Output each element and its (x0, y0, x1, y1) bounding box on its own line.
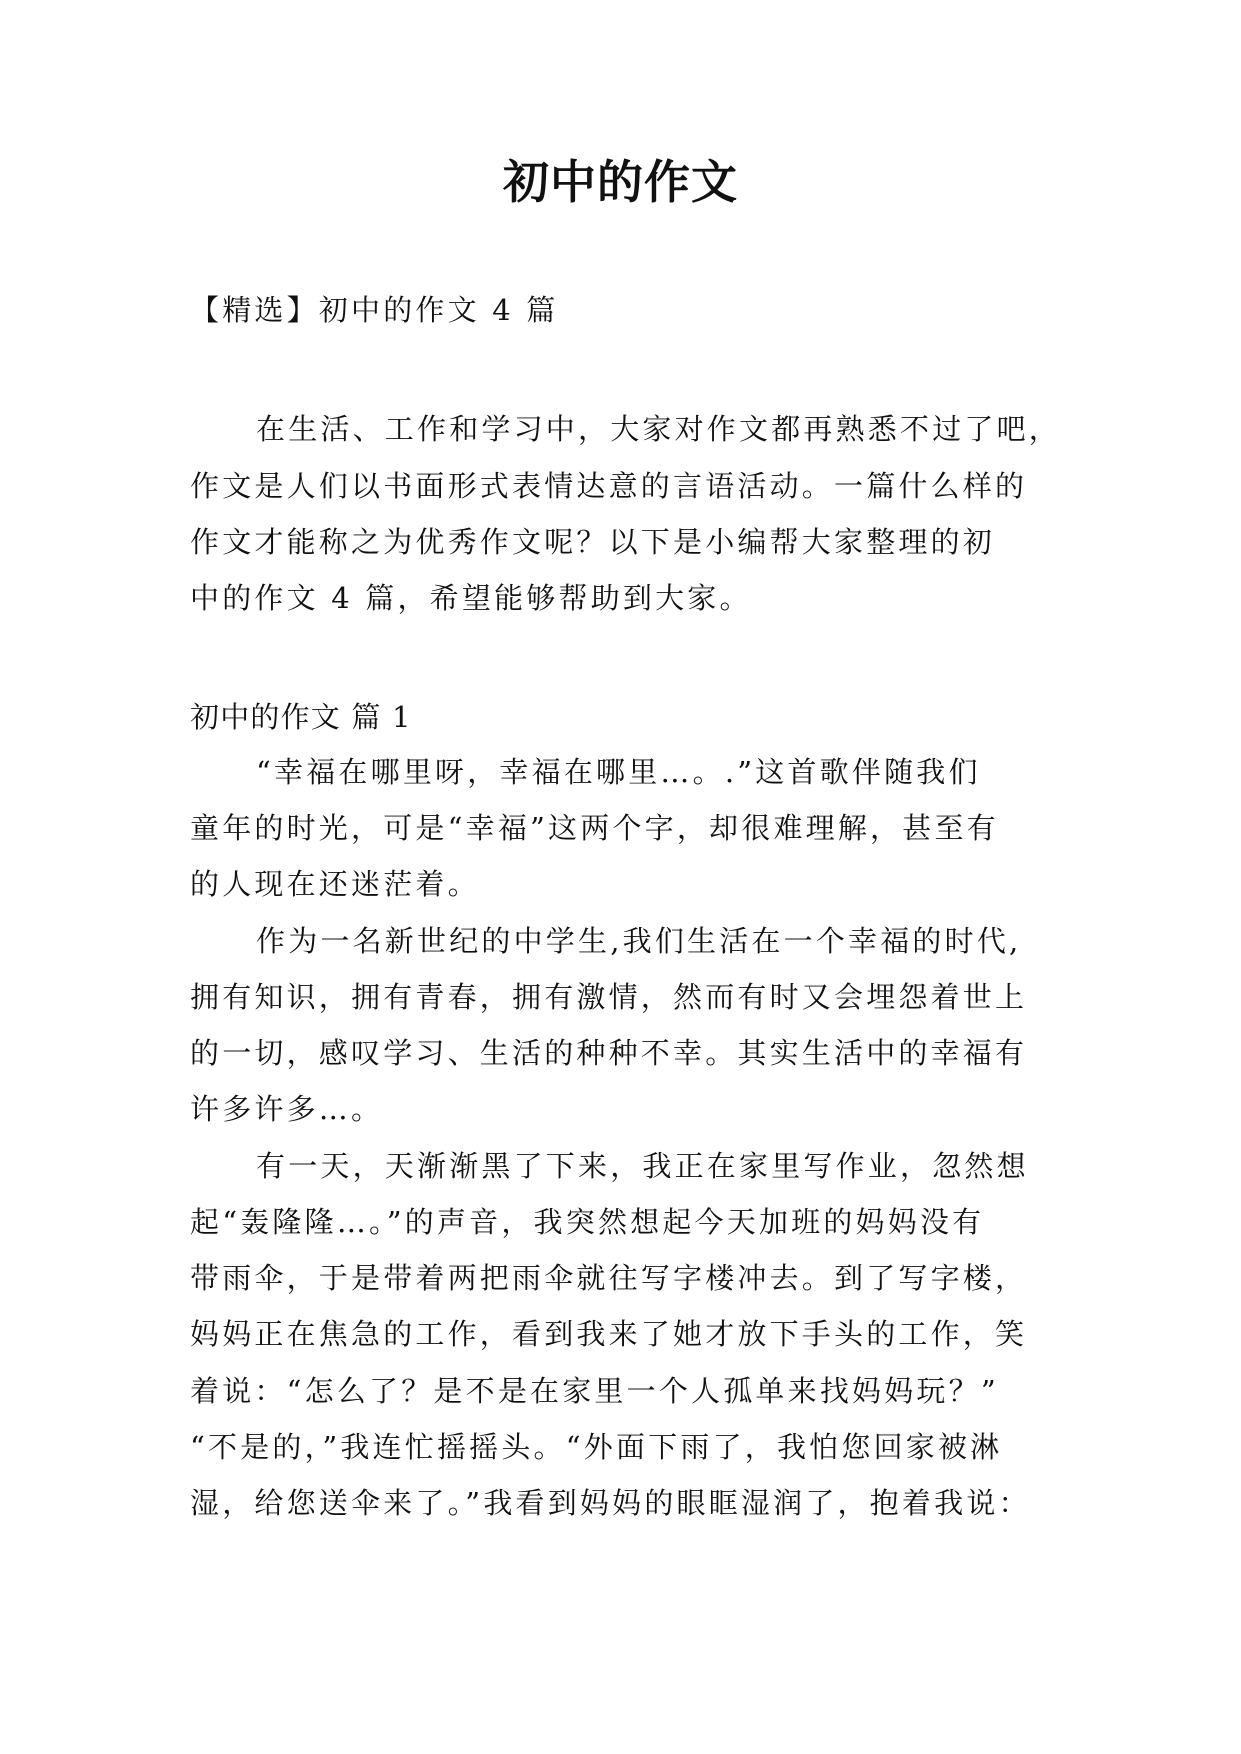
paragraph-line: 起“轰隆隆…。”的声音，我突然想起今天加班的妈妈没有 (190, 1205, 985, 1239)
paragraph-line: 作为一名新世纪的中学生,我们生活在一个幸福的时代, (256, 924, 1022, 958)
paragraph-line: 的一切，感叹学习、生活的种种不幸。其实生活中的幸福有 (190, 1036, 1028, 1070)
paragraph-line: 妈妈正在焦急的工作，看到我来了她才放下手头的工作，笑 (190, 1317, 1028, 1351)
paragraph-line: 的人现在还迷茫着。 (190, 867, 480, 901)
paragraph-line: 带雨伞，于是带着两把雨伞就往写字楼冲去。到了写字楼， (190, 1261, 1028, 1295)
paragraph-line: 有一天，天渐渐黑了下来，我正在家里写作业，忽然想 (256, 1149, 1029, 1183)
paragraph-line: 童年的时光，可是“幸福”这两个字，却很难理解，甚至有 (190, 811, 999, 845)
intro-line: 中的作文 4 篇，希望能够帮助到大家。 (190, 581, 752, 615)
paragraph-line: “幸福在哪里呀，幸福在哪里…。.”这首歌伴随我们 (256, 755, 981, 789)
paragraph-line: 许多许多…。 (190, 1092, 384, 1126)
intro-line: 作文是人们以书面形式表情达意的言语活动。一篇什么样的 (190, 469, 1028, 503)
intro-line: 在生活、工作和学习中，大家对作文都再熟悉不过了吧， (256, 412, 1062, 446)
paragraph-line: 拥有知识，拥有青春，拥有激情，然而有时又会埋怨着世上 (190, 980, 1028, 1014)
paragraph-line: 湿，给您送伞来了。”我看到妈妈的眼眶湿润了，抱着我说： (190, 1486, 1031, 1520)
intro-line: 作文才能称之为优秀作文呢？以下是小编帮大家整理的初 (190, 525, 996, 559)
section-heading: 初中的作文 篇 1 (190, 700, 412, 734)
paragraph-line: “不是的，”我连忙摇摇头。“外面下雨了，我怕您回家被淋 (190, 1430, 1003, 1464)
document-title: 初中的作文 (503, 155, 738, 209)
paragraph-line: 着说：“怎么了？是不是在家里一个人孤单来找妈妈玩？” (190, 1374, 999, 1408)
document-subtitle: 【精选】初中的作文 4 篇 (190, 293, 559, 327)
